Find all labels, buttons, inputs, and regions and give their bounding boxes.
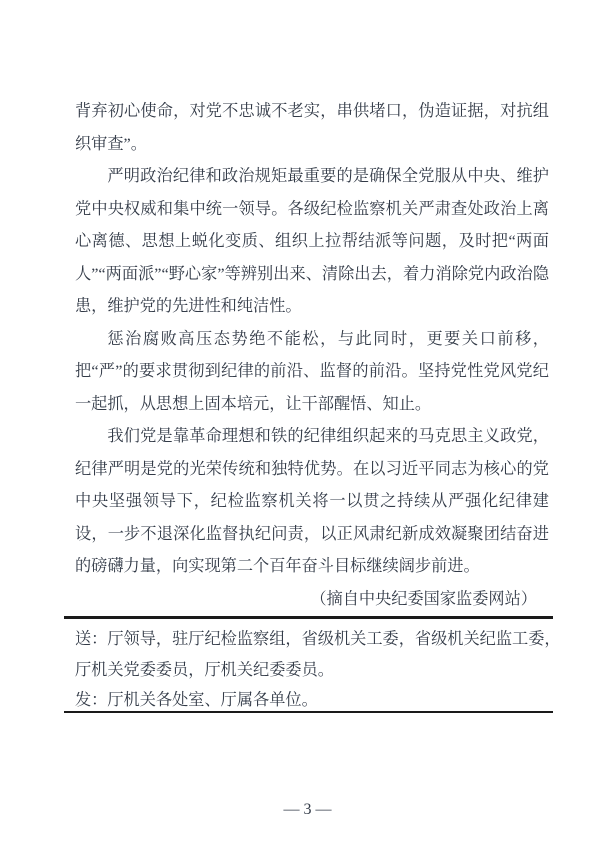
distribution-rule-bottom (64, 711, 553, 713)
body-paragraph-continuation: 背弃初心使命，对党不忠诚不老实，串供堵口，伪造证据，对抗组织审查”。 (75, 102, 549, 153)
document-body (75, 95, 549, 615)
distribution-send-line: 送：厅领导，驻厅纪检监察组，省级机关工委，省级机关纪监工委，厅机关党委委员，厅机关纪委委员。 (75, 630, 561, 679)
distribution-issue-line: 发：厅机关各处室、厅属各单位。 (75, 691, 318, 709)
body-paragraph: 惩治腐败高压态势绝不能松，与此同时，更要关口前移，把“严”的要求贯彻到纪律的前沿、监督的前沿。坚持党性党风党纪一起抓，从思想上固本培元，让干部醒悟、知止。 (75, 329, 549, 413)
body-paragraph: 我们党是靠革命理想和铁的纪律组织起来的马克思主义政党，纪律严明是党的光荣传统和独特优势。在以习近平同志为核心的党中央坚强领导下，纪检监察机关将一以贯之持续从严强化纪律建设，一步不退深化监督执纪问责，以正风肃纪新成效凝聚团结奋进的磅礴力量，向实现第二个百年奋斗目标继续阔步前进。 (75, 427, 549, 575)
body-paragraph: 严明政治纪律和政治规矩最重要的是确保全党服从中央、维护党中央权威和集中统一领导。各级纪检监察机关严肃查处政治上离心离德、思想上蜕化变质、组织上拉帮结派等问题，及时把“两面人”“两面派”“野心家”等辨别出来、清除出去，着力消除党内政治隐患，维护党的先进性和纯洁性。 (75, 167, 549, 315)
distribution-rule-top (64, 616, 553, 619)
page-number: — 3 — (283, 801, 332, 818)
distribution-block (75, 624, 567, 716)
attribution-line: （摘自中央纪委国家监委网站） (310, 589, 537, 608)
